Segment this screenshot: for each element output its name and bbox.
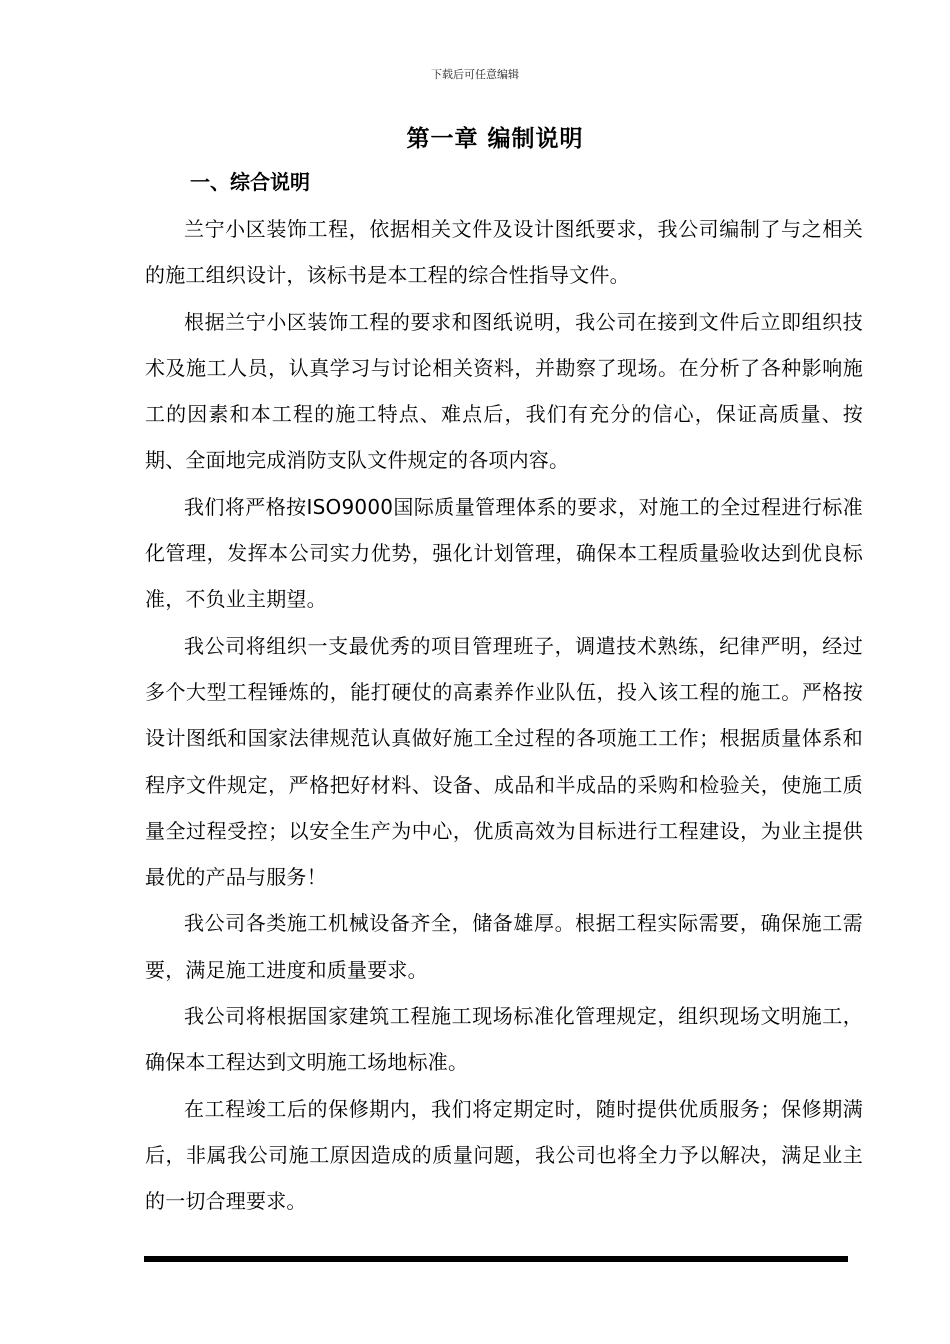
paragraph: 兰宁小区装饰工程，依据相关文件及设计图纸要求，我公司编制了与之相关的施工组织设计，该标书是本工程的综合性指导文件。 — [145, 217, 863, 288]
paragraph: 根据兰宁小区装饰工程的要求和图纸说明，我公司在接到文件后立即组织技术及施工人员，认真学习与讨论相关资料，并勘察了现场。在分析了各种影响施工的因素和本工程的施工特点、难点后，我们有充分的信心，保证高质量、按期、全面地完成消防支队文件规定的各项内容。 — [145, 309, 863, 473]
body-text — [145, 206, 863, 1225]
header-note: 下载后可任意编辑 — [431, 68, 519, 81]
section-heading: 一、综合说明 — [190, 170, 310, 194]
paragraph: 我公司各类施工机械设备齐全，储备雄厚。根据工程实际需要，确保施工需要，满足施工进度和质量要求。 — [145, 911, 863, 982]
chapter-title: 第一章 编制说明 — [406, 126, 584, 152]
paragraph: 我们将严格按ISO9000国际质量管理体系的要求，对施工的全过程进行标准化管理，发挥本公司实力优势，强化计划管理，确保本工程质量验收达到优良标准，不负业主期望。 — [145, 494, 863, 612]
paragraph: 我公司将根据国家建筑工程施工现场标准化管理规定，组织现场文明施工，确保本工程达到文明施工场地标准。 — [145, 1004, 863, 1075]
footer-rule — [144, 1256, 848, 1262]
paragraph: 我公司将组织一支最优秀的项目管理班子，调遣技术熟练，纪律严明，经过多个大型工程锤炼的，能打硬仗的高素养作业队伍，投入该工程的施工。严格按设计图纸和国家法律规范认真做好施工全过程的各项施工工作；根据质量体系和程序文件规定，严格把好材料、设备、成品和半成品的采购和检验关，使施工质量全过程受控；以安全生产为中心，优质高效为目标进行工程建设，为业主提供最优的产品与服务！ — [145, 633, 863, 890]
paragraph: 在工程竣工后的保修期内，我们将定期定时，随时提供优质服务；保修期满后，非属我公司施工原因造成的质量问题，我公司也将全力予以解决，满足业主的一切合理要求。 — [145, 1096, 863, 1214]
